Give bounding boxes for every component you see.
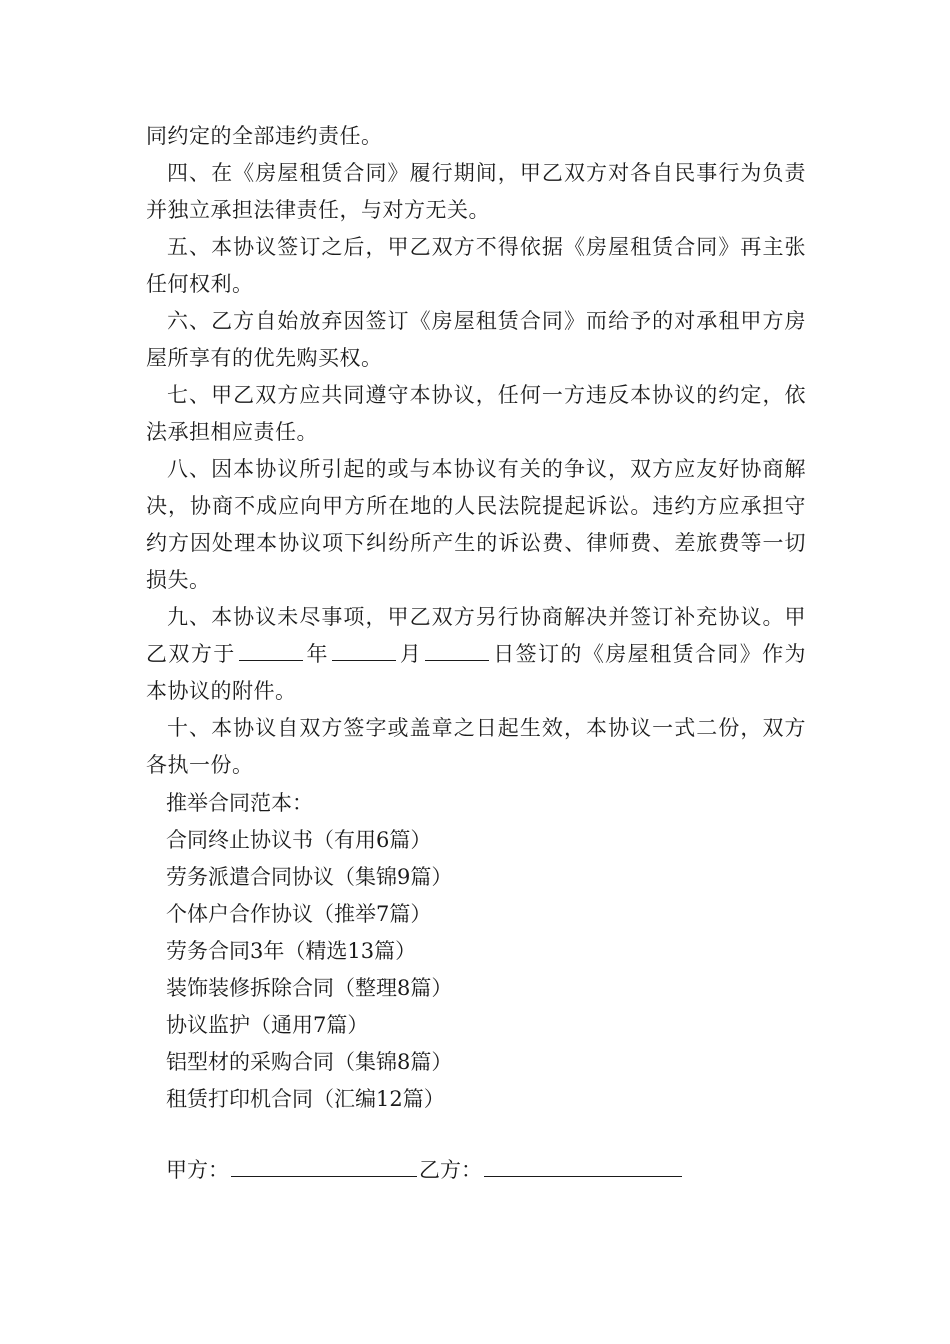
clause-9 — [146, 599, 806, 710]
party-b-label: 乙方： — [419, 1158, 482, 1182]
year-blank — [239, 642, 303, 661]
clause-7: 七、甲乙双方应共同遵守本协议，任何一方违反本协议的约定，依法承担相应责任。 — [146, 383, 806, 444]
clause-4: 四、在《房屋租赁合同》履行期间，甲乙双方对各自民事行为负责并独立承担法律责任，与对方无关。 — [146, 161, 806, 222]
list-item: 铝型材的采购合同（集锦8篇） — [166, 1050, 453, 1074]
clause-6: 六、乙方自始放弃因签订《房屋租赁合同》而给予的对承租甲方房屋所享有的优先购买权。 — [146, 309, 806, 370]
party-a-signature-line — [231, 1175, 417, 1177]
list-item: 个体户合作协议（推举7篇） — [166, 902, 432, 926]
list-item: 协议监护（通用7篇） — [166, 1013, 369, 1037]
agreement-body — [146, 118, 806, 784]
clause-5: 五、本协议签订之后，甲乙双方不得依据《房屋租赁合同》再主张任何权利。 — [146, 235, 806, 296]
year-label: 年 — [305, 642, 329, 666]
paragraph-continuation: 同约定的全部违约责任。 — [146, 124, 383, 148]
month-blank — [332, 642, 396, 661]
clause-9-text-b: 日签订的《房屋租赁合同》作为本协议的附件。 — [146, 642, 807, 703]
signature-row — [166, 1152, 684, 1189]
party-b-signature-line — [484, 1175, 682, 1177]
clause-10: 十、本协议自双方签字或盖章之日起生效，本协议一式二份，双方各执一份。 — [146, 716, 806, 777]
list-item: 租赁打印机合同（汇编12篇） — [166, 1087, 445, 1111]
clause-8: 八、因本协议所引起的或与本协议有关的争议，双方应友好协商解决，协商不成应向甲方所在地的人民法院提起诉讼。违约方应承担守约方因处理本协议项下纠纷所产生的诉讼费、律师费、差旅费等一切损失。 — [146, 457, 806, 592]
clause-9-text-a: 九、本协议未尽事项，甲乙双方另行协商解决并签订补充协议。甲乙双方于 — [146, 605, 806, 666]
day-blank — [425, 642, 489, 661]
party-a-label: 甲方： — [166, 1158, 229, 1182]
recommended-templates — [166, 785, 786, 1118]
list-item: 劳务合同3年（精选13篇） — [166, 939, 417, 963]
list-item: 合同终止协议书（有用6篇） — [166, 828, 432, 852]
list-item: 劳务派遣合同协议（集锦9篇） — [166, 865, 453, 889]
list-item: 装饰装修拆除合同（整理8篇） — [166, 976, 453, 1000]
month-label: 月 — [398, 642, 423, 666]
recommended-heading: 推举合同范本： — [166, 791, 313, 815]
